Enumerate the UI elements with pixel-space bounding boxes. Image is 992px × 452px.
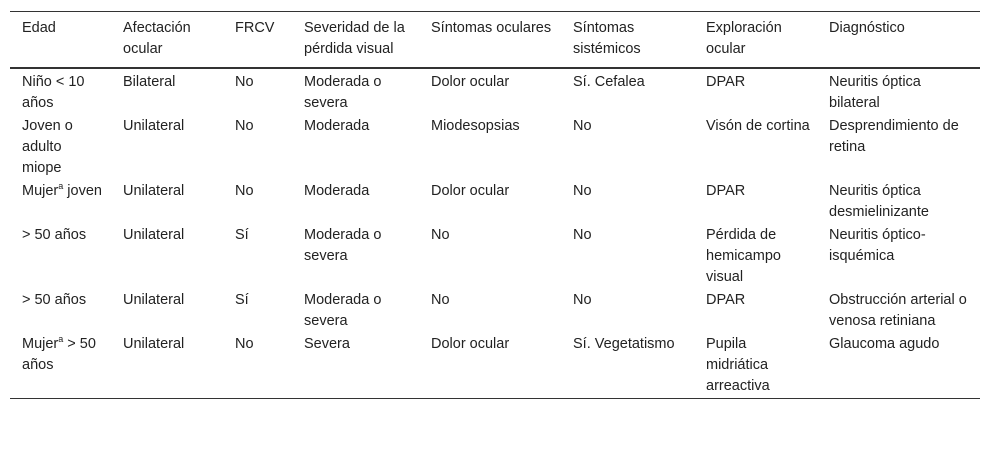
cell-severidad: Severa [304,336,350,352]
header-diagnostico: Diagnóstico [829,20,905,36]
edad-text-suffix: joven [63,183,102,199]
cell-afectacion: Unilateral [123,292,185,308]
cell-afectacion: Unilateral [123,183,185,199]
table-body [10,68,980,399]
table-row [10,180,980,224]
cell-sintomas-sistemicos: No [573,292,592,308]
edad-text: > 50 años [22,292,87,308]
cell-frcv: Sí [235,292,249,308]
cell-diagnostico: Obstrucción arterial o venosa retiniana [829,292,967,329]
cell-edad [10,68,111,115]
cell-diagnostico: Glaucoma agudo [829,336,940,352]
cell-diagnostico: Neuritis óptica desmielinizante [829,183,929,220]
edad-text: Mujer [22,183,59,199]
cell-severidad: Moderada o severa [304,292,382,329]
cell-afectacion: Unilateral [123,336,185,352]
cell-afectacion: Bilateral [123,74,176,90]
cell-frcv: No [235,183,254,199]
cell-sintomas-sistemicos: No [573,183,592,199]
cell-exploracion: DPAR [706,183,746,199]
footnote-marker: a [58,181,64,192]
cell-edad [10,224,111,289]
cell-sintomas-oculares: No [431,292,450,308]
header-sintomas-oculares: Síntomas oculares [431,20,552,36]
header-edad: Edad [22,20,56,36]
cell-severidad: Moderada o severa [304,74,382,111]
cell-frcv: No [235,118,254,134]
cell-sintomas-oculares: Miodesopsias [431,118,520,134]
cell-severidad: Moderada o severa [304,227,382,264]
cell-sintomas-sistemicos: Sí. Vegetatismo [573,336,675,352]
header-afectacion-ocular: Afectación ocular [123,20,191,57]
table-header [10,12,980,69]
cell-edad [10,289,111,333]
table-row [10,115,980,180]
table-row [10,68,980,115]
cell-diagnostico: Neuritis óptico-isquémica [829,227,926,264]
header-row [10,12,980,69]
header-exploracion-ocular: Exploración ocular [706,20,782,57]
cell-frcv: No [235,74,254,90]
footnote-marker: a [58,334,64,345]
cell-severidad: Moderada [304,183,370,199]
cell-frcv: Sí [235,227,249,243]
cell-diagnostico: Neuritis óptica bilateral [829,74,921,111]
cell-sintomas-oculares: No [431,227,450,243]
cell-afectacion: Unilateral [123,227,185,243]
cell-exploracion: Pérdida de hemicampo visual [706,227,781,285]
cell-edad [10,333,111,399]
edad-text: Niño < 10 años [22,74,85,111]
cell-exploracion: Visón de cortina [706,118,810,134]
header-frcv: FRCV [235,20,275,36]
cell-afectacion: Unilateral [123,118,185,134]
diagnosis-table-container [10,11,980,399]
diagnosis-table [10,11,980,399]
cell-frcv: No [235,336,254,352]
table-row [10,289,980,333]
cell-sintomas-oculares: Dolor ocular [431,74,510,90]
cell-sintomas-oculares: Dolor ocular [431,336,510,352]
edad-text-suffix: > 50 años [22,336,96,373]
cell-edad [10,115,111,180]
cell-exploracion: Pupila midriática arreactiva [706,336,770,394]
cell-sintomas-sistemicos: No [573,227,592,243]
header-severidad: Severidad de la pérdida visual [304,20,405,57]
cell-exploracion: DPAR [706,74,746,90]
edad-text: Mujer [22,336,59,352]
cell-sintomas-sistemicos: No [573,118,592,134]
edad-text: > 50 años [22,227,87,243]
cell-sintomas-oculares: Dolor ocular [431,183,510,199]
table-row [10,333,980,399]
header-sintomas-sistemicos: Síntomas sistémicos [573,20,641,57]
cell-severidad: Moderada [304,118,370,134]
table-row [10,224,980,289]
cell-sintomas-sistemicos: Sí. Cefalea [573,74,645,90]
cell-diagnostico: Desprendimiento de retina [829,118,959,155]
cell-edad [10,180,111,224]
edad-text: Joven o adulto miope [22,118,73,176]
cell-exploracion: DPAR [706,292,746,308]
